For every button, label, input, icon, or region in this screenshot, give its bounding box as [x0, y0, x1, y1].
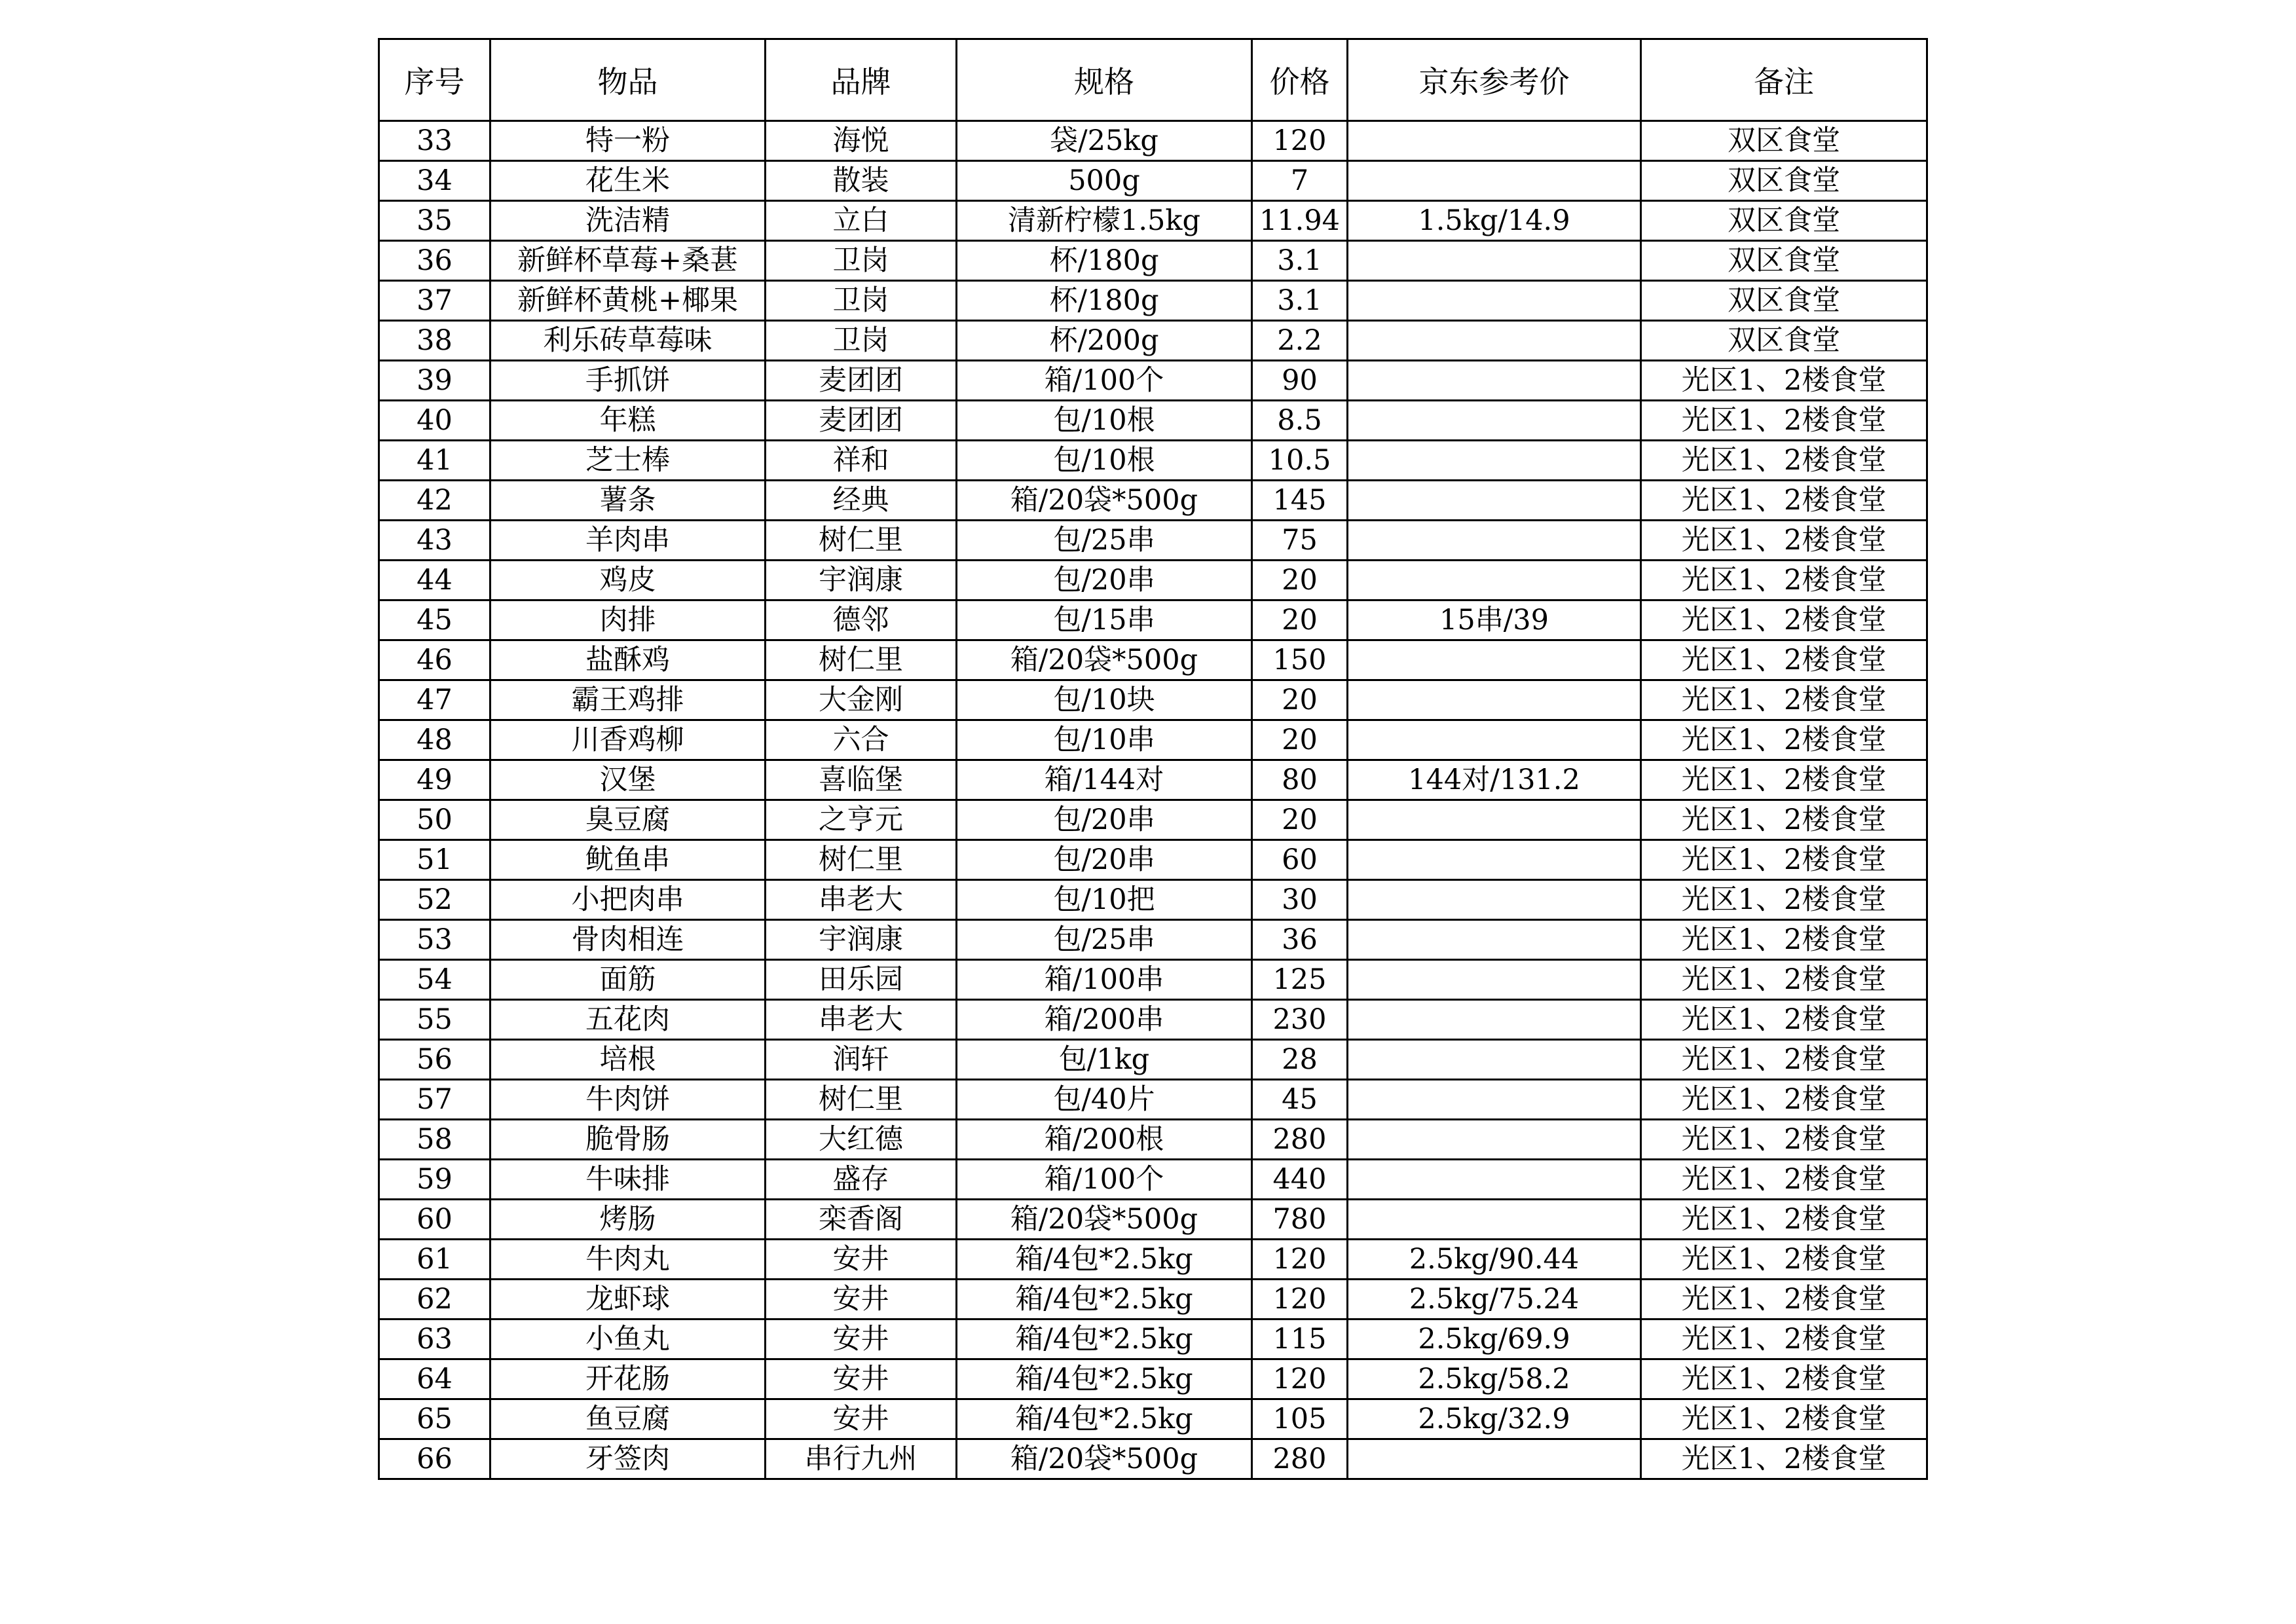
cell-remark: 光区1、2楼食堂: [1641, 880, 1927, 920]
cell-remark: 光区1、2楼食堂: [1641, 720, 1927, 760]
cell-remark: 双区食堂: [1641, 241, 1927, 281]
cell-jd-price: [1348, 1439, 1641, 1479]
cell-item: 脆骨肠: [491, 1120, 766, 1160]
table-row: [379, 760, 1927, 800]
table-row: [379, 720, 1927, 760]
table-row: [379, 561, 1927, 600]
cell-item: 手抓饼: [491, 361, 766, 401]
cell-jd-price: 2.5kg/58.2: [1348, 1359, 1641, 1399]
table-row: [379, 481, 1927, 521]
cell-item: 小把肉串: [491, 880, 766, 920]
cell-index: 38: [379, 321, 491, 361]
table-row: [379, 201, 1927, 241]
cell-spec: 包/40片: [957, 1080, 1252, 1120]
cell-brand: 卫岗: [766, 321, 957, 361]
cell-remark: 光区1、2楼食堂: [1641, 1399, 1927, 1439]
cell-remark: 光区1、2楼食堂: [1641, 760, 1927, 800]
cell-jd-price: [1348, 840, 1641, 880]
col-header-item: 物品: [491, 39, 766, 121]
cell-price: 20: [1252, 800, 1348, 840]
cell-remark: 光区1、2楼食堂: [1641, 1320, 1927, 1359]
cell-brand: 树仁里: [766, 521, 957, 561]
cell-remark: 光区1、2楼食堂: [1641, 1000, 1927, 1040]
cell-price: 90: [1252, 361, 1348, 401]
cell-brand: 树仁里: [766, 1080, 957, 1120]
purchase-table: [378, 38, 1928, 1480]
cell-jd-price: [1348, 1080, 1641, 1120]
cell-brand: 立白: [766, 201, 957, 241]
cell-item: 鸡皮: [491, 561, 766, 600]
table-body: [379, 121, 1927, 1479]
cell-item: 洗洁精: [491, 201, 766, 241]
cell-item: 利乐砖草莓味: [491, 321, 766, 361]
cell-index: 57: [379, 1080, 491, 1120]
cell-remark: 光区1、2楼食堂: [1641, 441, 1927, 481]
cell-item: 小鱼丸: [491, 1320, 766, 1359]
cell-item: 牛肉丸: [491, 1240, 766, 1280]
col-header-price: 价格: [1252, 39, 1348, 121]
cell-brand: 串老大: [766, 1000, 957, 1040]
cell-spec: 袋/25kg: [957, 121, 1252, 161]
cell-spec: 包/10根: [957, 401, 1252, 441]
cell-brand: 德邻: [766, 600, 957, 640]
cell-spec: 杯/180g: [957, 281, 1252, 321]
cell-item: 薯条: [491, 481, 766, 521]
table-row: [379, 1080, 1927, 1120]
table-row: [379, 401, 1927, 441]
cell-price: 3.1: [1252, 241, 1348, 281]
cell-index: 45: [379, 600, 491, 640]
cell-index: 61: [379, 1240, 491, 1280]
cell-price: 145: [1252, 481, 1348, 521]
cell-spec: 箱/100个: [957, 361, 1252, 401]
cell-spec: 箱/20袋*500g: [957, 1200, 1252, 1240]
cell-brand: 安井: [766, 1399, 957, 1439]
cell-brand: 宇润康: [766, 920, 957, 960]
cell-item: 肉排: [491, 600, 766, 640]
cell-jd-price: 15串/39: [1348, 600, 1641, 640]
cell-jd-price: [1348, 441, 1641, 481]
cell-spec: 包/20串: [957, 800, 1252, 840]
cell-brand: 祥和: [766, 441, 957, 481]
cell-index: 47: [379, 680, 491, 720]
cell-index: 52: [379, 880, 491, 920]
cell-remark: 双区食堂: [1641, 201, 1927, 241]
cell-spec: 箱/20袋*500g: [957, 640, 1252, 680]
cell-index: 36: [379, 241, 491, 281]
cell-index: 34: [379, 161, 491, 201]
cell-spec: 包/10串: [957, 720, 1252, 760]
cell-price: 3.1: [1252, 281, 1348, 321]
cell-remark: 光区1、2楼食堂: [1641, 840, 1927, 880]
cell-item: 芝士棒: [491, 441, 766, 481]
table-row: [379, 1439, 1927, 1479]
cell-spec: 包/10根: [957, 441, 1252, 481]
cell-brand: 安井: [766, 1320, 957, 1359]
cell-price: 230: [1252, 1000, 1348, 1040]
cell-remark: 光区1、2楼食堂: [1641, 401, 1927, 441]
table-row: [379, 920, 1927, 960]
cell-price: 20: [1252, 720, 1348, 760]
table-row: [379, 1200, 1927, 1240]
cell-remark: 光区1、2楼食堂: [1641, 521, 1927, 561]
cell-item: 川香鸡柳: [491, 720, 766, 760]
cell-spec: 包/20串: [957, 840, 1252, 880]
cell-price: 280: [1252, 1439, 1348, 1479]
cell-index: 55: [379, 1000, 491, 1040]
cell-brand: 麦团团: [766, 401, 957, 441]
cell-brand: 树仁里: [766, 840, 957, 880]
cell-price: 120: [1252, 1359, 1348, 1399]
cell-brand: 安井: [766, 1280, 957, 1320]
cell-item: 开花肠: [491, 1359, 766, 1399]
cell-spec: 箱/20袋*500g: [957, 1439, 1252, 1479]
cell-price: 120: [1252, 121, 1348, 161]
cell-jd-price: [1348, 281, 1641, 321]
cell-remark: 光区1、2楼食堂: [1641, 640, 1927, 680]
cell-spec: 清新柠檬1.5kg: [957, 201, 1252, 241]
cell-index: 56: [379, 1040, 491, 1080]
cell-item: 臭豆腐: [491, 800, 766, 840]
cell-item: 汉堡: [491, 760, 766, 800]
cell-index: 46: [379, 640, 491, 680]
cell-jd-price: [1348, 1160, 1641, 1200]
cell-price: 280: [1252, 1120, 1348, 1160]
cell-price: 11.94: [1252, 201, 1348, 241]
table-row: [379, 521, 1927, 561]
cell-item: 烤肠: [491, 1200, 766, 1240]
cell-spec: 500g: [957, 161, 1252, 201]
cell-index: 40: [379, 401, 491, 441]
cell-item: 鱿鱼串: [491, 840, 766, 880]
cell-item: 鱼豆腐: [491, 1399, 766, 1439]
cell-spec: 包/25串: [957, 920, 1252, 960]
table-row: [379, 361, 1927, 401]
cell-jd-price: 2.5kg/75.24: [1348, 1280, 1641, 1320]
table-row: [379, 281, 1927, 321]
table-row: [379, 1399, 1927, 1439]
cell-brand: 树仁里: [766, 640, 957, 680]
cell-jd-price: [1348, 241, 1641, 281]
cell-price: 115: [1252, 1320, 1348, 1359]
cell-spec: 杯/200g: [957, 321, 1252, 361]
cell-price: 60: [1252, 840, 1348, 880]
cell-item: 牙签肉: [491, 1439, 766, 1479]
cell-index: 62: [379, 1280, 491, 1320]
cell-item: 五花肉: [491, 1000, 766, 1040]
cell-remark: 光区1、2楼食堂: [1641, 680, 1927, 720]
cell-jd-price: [1348, 161, 1641, 201]
cell-jd-price: [1348, 1000, 1641, 1040]
cell-remark: 光区1、2楼食堂: [1641, 1280, 1927, 1320]
table-row: [379, 680, 1927, 720]
cell-price: 10.5: [1252, 441, 1348, 481]
cell-index: 51: [379, 840, 491, 880]
cell-remark: 双区食堂: [1641, 321, 1927, 361]
table-row: [379, 441, 1927, 481]
cell-price: 105: [1252, 1399, 1348, 1439]
table-row: [379, 1040, 1927, 1080]
cell-jd-price: [1348, 960, 1641, 1000]
cell-index: 49: [379, 760, 491, 800]
cell-remark: 光区1、2楼食堂: [1641, 800, 1927, 840]
table-row: [379, 321, 1927, 361]
cell-remark: 光区1、2楼食堂: [1641, 1040, 1927, 1080]
cell-price: 75: [1252, 521, 1348, 561]
cell-item: 羊肉串: [491, 521, 766, 561]
cell-item: 龙虾球: [491, 1280, 766, 1320]
cell-index: 53: [379, 920, 491, 960]
cell-brand: 大金刚: [766, 680, 957, 720]
cell-price: 30: [1252, 880, 1348, 920]
cell-jd-price: [1348, 1120, 1641, 1160]
cell-index: 35: [379, 201, 491, 241]
cell-remark: 光区1、2楼食堂: [1641, 1080, 1927, 1120]
table-row: [379, 161, 1927, 201]
cell-index: 39: [379, 361, 491, 401]
cell-item: 盐酥鸡: [491, 640, 766, 680]
cell-brand: 宇润康: [766, 561, 957, 600]
cell-index: 41: [379, 441, 491, 481]
cell-spec: 包/25串: [957, 521, 1252, 561]
table-row: [379, 1240, 1927, 1280]
cell-index: 43: [379, 521, 491, 561]
cell-jd-price: [1348, 321, 1641, 361]
cell-jd-price: [1348, 720, 1641, 760]
cell-brand: 海悦: [766, 121, 957, 161]
cell-index: 44: [379, 561, 491, 600]
cell-spec: 箱/4包*2.5kg: [957, 1320, 1252, 1359]
cell-remark: 光区1、2楼食堂: [1641, 960, 1927, 1000]
cell-brand: 六合: [766, 720, 957, 760]
cell-index: 33: [379, 121, 491, 161]
table-row: [379, 1000, 1927, 1040]
cell-brand: 串行九州: [766, 1439, 957, 1479]
cell-brand: 大红德: [766, 1120, 957, 1160]
cell-jd-price: [1348, 880, 1641, 920]
table-row: [379, 1280, 1927, 1320]
cell-brand: 经典: [766, 481, 957, 521]
cell-price: 36: [1252, 920, 1348, 960]
cell-jd-price: [1348, 481, 1641, 521]
cell-price: 2.2: [1252, 321, 1348, 361]
cell-brand: 喜临堡: [766, 760, 957, 800]
cell-brand: 安井: [766, 1359, 957, 1399]
cell-remark: 光区1、2楼食堂: [1641, 1120, 1927, 1160]
cell-remark: 光区1、2楼食堂: [1641, 481, 1927, 521]
cell-item: 花生米: [491, 161, 766, 201]
cell-jd-price: 2.5kg/69.9: [1348, 1320, 1641, 1359]
cell-spec: 杯/180g: [957, 241, 1252, 281]
cell-price: 150: [1252, 640, 1348, 680]
cell-index: 59: [379, 1160, 491, 1200]
cell-brand: 散装: [766, 161, 957, 201]
cell-spec: 包/10把: [957, 880, 1252, 920]
table-row: [379, 1120, 1927, 1160]
table-row: [379, 960, 1927, 1000]
cell-price: 28: [1252, 1040, 1348, 1080]
cell-remark: 双区食堂: [1641, 281, 1927, 321]
cell-item: 新鲜杯黄桃+椰果: [491, 281, 766, 321]
cell-price: 125: [1252, 960, 1348, 1000]
cell-price: 80: [1252, 760, 1348, 800]
cell-jd-price: [1348, 640, 1641, 680]
cell-remark: 光区1、2楼食堂: [1641, 1200, 1927, 1240]
cell-spec: 箱/4包*2.5kg: [957, 1280, 1252, 1320]
cell-item: 培根: [491, 1040, 766, 1080]
cell-jd-price: [1348, 800, 1641, 840]
col-header-index: 序号: [379, 39, 491, 121]
cell-item: 骨肉相连: [491, 920, 766, 960]
cell-remark: 光区1、2楼食堂: [1641, 1439, 1927, 1479]
cell-spec: 箱/4包*2.5kg: [957, 1359, 1252, 1399]
cell-spec: 箱/200根: [957, 1120, 1252, 1160]
cell-remark: 光区1、2楼食堂: [1641, 561, 1927, 600]
table-row: [379, 1320, 1927, 1359]
cell-price: 780: [1252, 1200, 1348, 1240]
cell-spec: 箱/144对: [957, 760, 1252, 800]
cell-index: 58: [379, 1120, 491, 1160]
cell-jd-price: 1.5kg/14.9: [1348, 201, 1641, 241]
cell-jd-price: [1348, 680, 1641, 720]
cell-spec: 箱/4包*2.5kg: [957, 1399, 1252, 1439]
col-header-jd-price: 京东参考价: [1348, 39, 1641, 121]
cell-brand: 卫岗: [766, 241, 957, 281]
cell-spec: 包/20串: [957, 561, 1252, 600]
cell-index: 66: [379, 1439, 491, 1479]
cell-jd-price: 2.5kg/90.44: [1348, 1240, 1641, 1280]
cell-jd-price: [1348, 1040, 1641, 1080]
cell-remark: 光区1、2楼食堂: [1641, 1240, 1927, 1280]
cell-jd-price: [1348, 121, 1641, 161]
table-row: [379, 800, 1927, 840]
cell-brand: 卫岗: [766, 281, 957, 321]
cell-remark: 光区1、2楼食堂: [1641, 1359, 1927, 1399]
table-row: [379, 241, 1927, 281]
cell-jd-price: [1348, 521, 1641, 561]
cell-price: 45: [1252, 1080, 1348, 1120]
cell-brand: 之亨元: [766, 800, 957, 840]
cell-item: 牛味排: [491, 1160, 766, 1200]
table-row: [379, 600, 1927, 640]
header-row: [379, 39, 1927, 121]
cell-price: 440: [1252, 1160, 1348, 1200]
cell-item: 新鲜杯草莓+桑葚: [491, 241, 766, 281]
cell-spec: 箱/20袋*500g: [957, 481, 1252, 521]
cell-spec: 包/10块: [957, 680, 1252, 720]
cell-index: 50: [379, 800, 491, 840]
col-header-spec: 规格: [957, 39, 1252, 121]
cell-index: 37: [379, 281, 491, 321]
cell-item: 面筋: [491, 960, 766, 1000]
cell-jd-price: [1348, 920, 1641, 960]
cell-index: 60: [379, 1200, 491, 1240]
table-row: [379, 840, 1927, 880]
cell-remark: 光区1、2楼食堂: [1641, 361, 1927, 401]
table-row: [379, 121, 1927, 161]
cell-remark: 光区1、2楼食堂: [1641, 1160, 1927, 1200]
cell-index: 42: [379, 481, 491, 521]
cell-index: 54: [379, 960, 491, 1000]
cell-spec: 包/15串: [957, 600, 1252, 640]
cell-brand: 盛存: [766, 1160, 957, 1200]
cell-remark: 光区1、2楼食堂: [1641, 600, 1927, 640]
cell-brand: 麦团团: [766, 361, 957, 401]
cell-remark: 双区食堂: [1641, 121, 1927, 161]
cell-spec: 箱/100串: [957, 960, 1252, 1000]
cell-spec: 包/1kg: [957, 1040, 1252, 1080]
cell-item: 霸王鸡排: [491, 680, 766, 720]
cell-item: 特一粉: [491, 121, 766, 161]
cell-jd-price: [1348, 561, 1641, 600]
col-header-brand: 品牌: [766, 39, 957, 121]
cell-brand: 田乐园: [766, 960, 957, 1000]
cell-index: 48: [379, 720, 491, 760]
cell-price: 7: [1252, 161, 1348, 201]
cell-jd-price: [1348, 361, 1641, 401]
cell-jd-price: 144对/131.2: [1348, 760, 1641, 800]
cell-index: 64: [379, 1359, 491, 1399]
table-row: [379, 880, 1927, 920]
cell-price: 8.5: [1252, 401, 1348, 441]
cell-price: 120: [1252, 1280, 1348, 1320]
cell-spec: 箱/200串: [957, 1000, 1252, 1040]
cell-brand: 栾香阁: [766, 1200, 957, 1240]
cell-index: 65: [379, 1399, 491, 1439]
cell-spec: 箱/100个: [957, 1160, 1252, 1200]
cell-jd-price: 2.5kg/32.9: [1348, 1399, 1641, 1439]
cell-price: 20: [1252, 680, 1348, 720]
col-header-remark: 备注: [1641, 39, 1927, 121]
cell-brand: 润轩: [766, 1040, 957, 1080]
cell-item: 牛肉饼: [491, 1080, 766, 1120]
cell-jd-price: [1348, 1200, 1641, 1240]
cell-remark: 光区1、2楼食堂: [1641, 920, 1927, 960]
cell-brand: 安井: [766, 1240, 957, 1280]
cell-jd-price: [1348, 401, 1641, 441]
cell-price: 20: [1252, 561, 1348, 600]
cell-price: 20: [1252, 600, 1348, 640]
table-row: [379, 1160, 1927, 1200]
table-row: [379, 1359, 1927, 1399]
cell-remark: 双区食堂: [1641, 161, 1927, 201]
table-row: [379, 640, 1927, 680]
cell-item: 年糕: [491, 401, 766, 441]
cell-price: 120: [1252, 1240, 1348, 1280]
cell-spec: 箱/4包*2.5kg: [957, 1240, 1252, 1280]
cell-brand: 串老大: [766, 880, 957, 920]
cell-index: 63: [379, 1320, 491, 1359]
